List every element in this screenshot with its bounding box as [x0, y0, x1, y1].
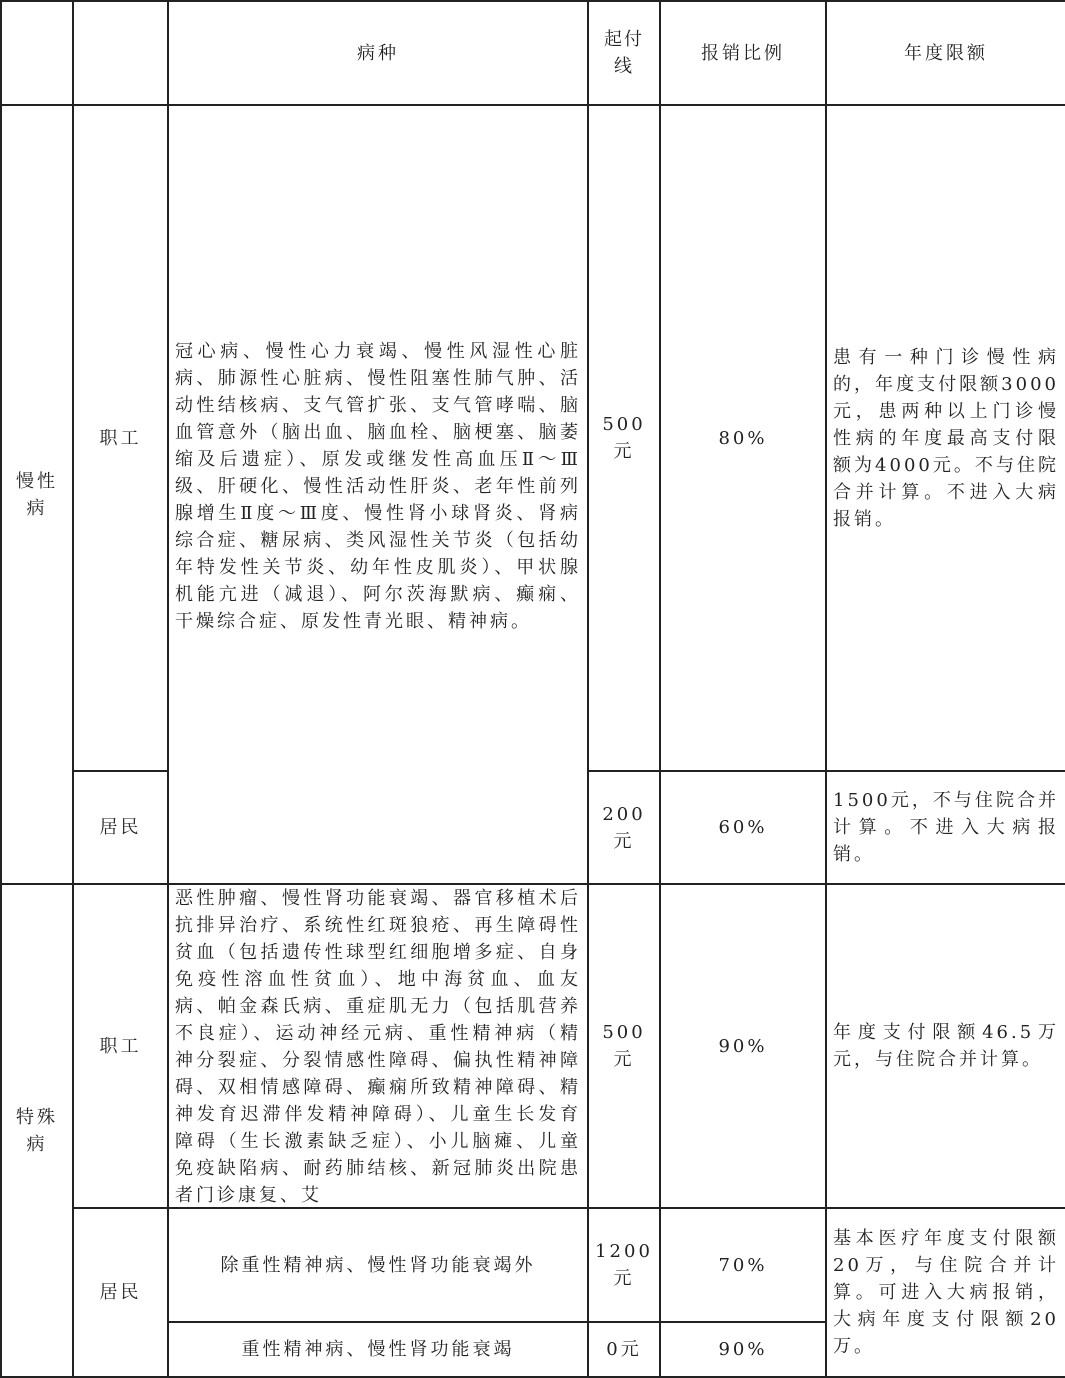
- chronic-resident-ratio: 60%: [660, 771, 826, 884]
- special-resident-limit: 基本医疗年度支付限额20万，与住院合并计算。可进入大病报销，大病年度支付限额20万。: [826, 1208, 1065, 1377]
- header-annual-limit: 年度限额: [826, 1, 1065, 105]
- special-employee-ratio: 90%: [660, 884, 826, 1208]
- special-employee-deductible: 500元: [588, 884, 660, 1208]
- header-blank-1: [1, 1, 73, 105]
- special-disease-list: [168, 884, 588, 1208]
- special-resident-disease-1: 除重性精神病、慢性肾功能衰竭外: [168, 1208, 588, 1322]
- chronic-resident-label: 居民: [73, 771, 168, 884]
- chronic-disease-list: 冠心病、慢性心力衰竭、慢性风湿性心脏病、肺源性心脏病、慢性阻塞性肺气肿、活动性结核病、支气管扩张、支气管哮喘、脑血管意外（脑出血、脑血栓、脑梗塞、脑萎缩及后遗症）、原发或继发性高血压Ⅱ～Ⅲ级、肝硬化、慢性活动性肝炎、老年性前列腺增生Ⅱ度～Ⅲ度、慢性肾小球肾炎、肾病综合症、糖尿病、类风湿性关节炎（包括幼年特发性关节炎、幼年性皮肌炎）、甲状腺机能亢进（减退）、阿尔茨海默病、癫痫、干燥综合症、原发性青光眼、精神病。: [168, 105, 588, 884]
- chronic-resident-limit: 1500元，不与住院合并计算。不进入大病报销。: [826, 771, 1065, 884]
- chronic-employee-row: [1, 105, 1065, 771]
- special-resident-ratio-1: 70%: [660, 1208, 826, 1322]
- special-resident-disease-2: 重性精神病、慢性肾功能衰竭: [168, 1322, 588, 1377]
- chronic-employee-ratio: 80%: [660, 105, 826, 771]
- chronic-employee-deductible: 500元: [588, 105, 660, 771]
- special-disease-text: 恶性肿瘤、慢性肾功能衰竭、器官移植术后抗排异治疗、系统性红斑狼疮、再生障碍性贫血（包括遗传性球型红细胞增多症、自身免疫性溶血性贫血）、地中海贫血、血友病、帕金森氏病、重症肌无力（包括肌营养不良症）、运动神经元病、重性精神病（精神分裂症、分裂情感性障碍、偏执性精神障碍、双相情感障碍、癫痫所致精神障碍、精神发育迟滞伴发精神障碍）、儿童生长发育障碍（生长激素缺乏症）、小儿脑瘫、儿童免疫缺陷病、耐药肺结核、新冠肺炎出院患者门诊康复、艾: [175, 888, 581, 1206]
- chronic-employee-limit: 患有一种门诊慢性病的，年度支付限额3000元，患两种以上门诊慢性病的年度最高支付限额为4000元。不与住院合并计算。不进入大病报销。: [826, 105, 1065, 771]
- special-resident-deductible-1: 1200元: [588, 1208, 660, 1322]
- header-ratio: 报销比例: [660, 1, 826, 105]
- special-employee-row: [1, 884, 1065, 1208]
- special-employee-limit: 年度支付限额46.5万元，与住院合并计算。: [826, 884, 1065, 1208]
- special-resident-ratio-2: 90%: [660, 1322, 826, 1377]
- chronic-resident-deductible: 200元: [588, 771, 660, 884]
- header-row: [1, 1, 1065, 105]
- chronic-category: 慢性病: [1, 105, 73, 884]
- special-category: 特殊病: [1, 884, 73, 1377]
- special-resident-row-1: [1, 1208, 1065, 1322]
- special-resident-label: 居民: [73, 1208, 168, 1377]
- header-disease: 病种: [168, 1, 588, 105]
- special-employee-label: 职工: [73, 884, 168, 1208]
- special-resident-deductible-2: 0元: [588, 1322, 660, 1377]
- header-deductible: 起付线: [588, 1, 660, 105]
- header-blank-2: [73, 1, 168, 105]
- chronic-employee-label: 职工: [73, 105, 168, 771]
